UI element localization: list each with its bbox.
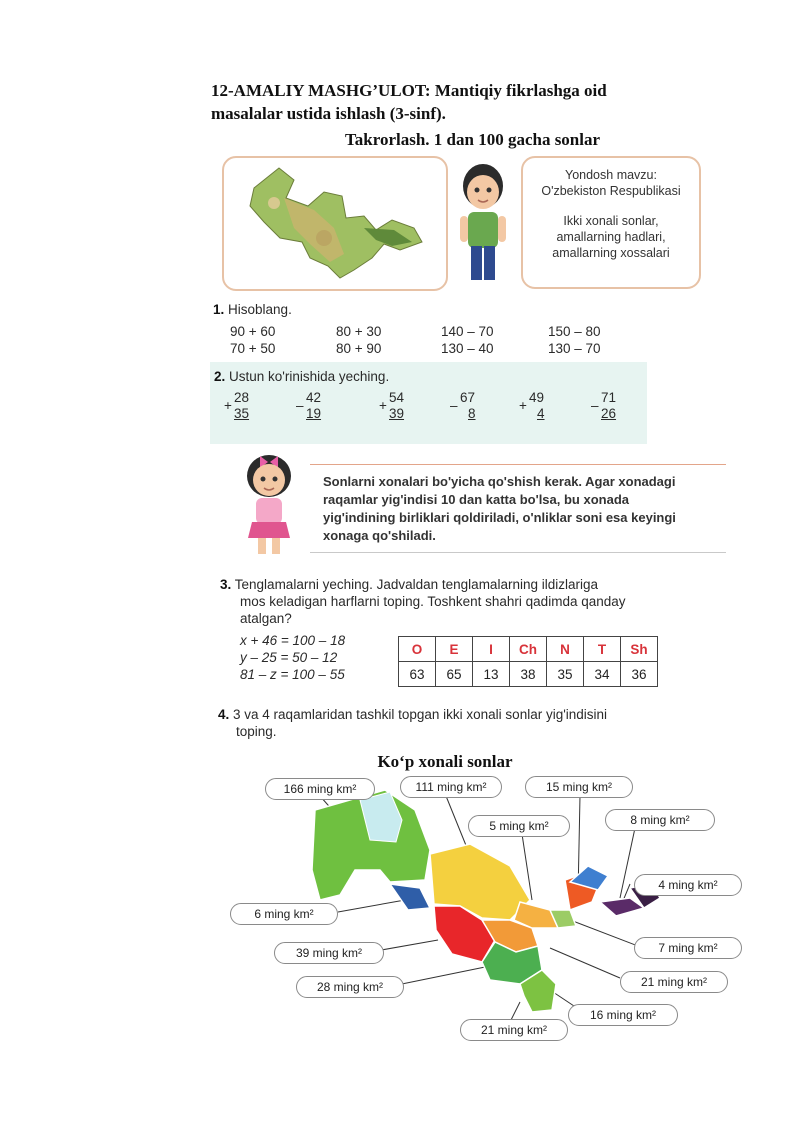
girl-icon	[238, 452, 300, 556]
ex3-line-1: Tenglamalarni yeching. Jadvaldan tenglamalarning ildizlariga	[234, 577, 598, 592]
value-cell: 35	[547, 662, 584, 687]
letter-cell: T	[584, 637, 621, 662]
letter-cell: N	[547, 637, 584, 662]
values-row	[399, 662, 658, 687]
label-5: 5 ming km²	[468, 815, 570, 837]
label-21-bottom: 21 ming km²	[460, 1019, 568, 1041]
exercise-2-title	[214, 369, 389, 384]
ex3-line-3: atalgan?	[240, 611, 292, 626]
exercise-1-title	[213, 302, 292, 317]
column-problem-2	[296, 390, 321, 422]
letter-cell: Sh	[621, 637, 658, 662]
exercise-3-number: 3.	[220, 577, 232, 592]
exercise-4-text	[218, 706, 607, 740]
title-line-2: masalalar ustida ishlash (3-sinf).	[211, 104, 446, 123]
value-cell: 63	[399, 662, 436, 687]
bottom-1: 35	[234, 406, 250, 421]
ex4-line-1: 3 va 4 raqamlaridan tashkil topgan ikki xonali sonlar yig'indisini	[233, 707, 608, 722]
rule-line-3: yig'indining birliklari qoldiriladi, o'nliklar soni esa keyingi	[323, 510, 676, 525]
title-line-1: 12-AMALIY MASHG’ULOT: Mantiqiy fikrlashga oid	[211, 81, 607, 100]
label-8: 8 ming km²	[605, 809, 715, 831]
ex1-r1-c3: 140 – 70	[441, 324, 494, 339]
letter-cell: I	[473, 637, 510, 662]
column-problem-4	[450, 390, 476, 422]
top-1: 28	[234, 390, 250, 405]
exercise-2-number: 2.	[214, 369, 226, 384]
label-166: 166 ming km²	[265, 778, 375, 800]
label-7: 7 ming km²	[634, 937, 742, 959]
ex1-r1-c4: 150 – 80	[548, 324, 601, 339]
bottom-3: 39	[389, 406, 405, 421]
equation-1: x + 46 = 100 – 18	[240, 633, 346, 648]
ex1-r1-c1: 90 + 60	[230, 324, 276, 339]
bottom-2: 19	[306, 406, 322, 421]
label-4: 4 ming km²	[634, 874, 742, 896]
rule-text	[323, 473, 676, 545]
region-fergana	[600, 898, 644, 916]
label-39: 39 ming km²	[274, 942, 384, 964]
ex1-r2-c1: 70 + 50	[230, 341, 276, 356]
ex1-r2-c2: 80 + 90	[336, 341, 382, 356]
top-5: 49	[529, 390, 545, 405]
uzbekistan-relief-map	[222, 156, 448, 291]
value-cell: 36	[621, 662, 658, 687]
topic-line-2: O'zbekiston Respublikasi	[541, 184, 681, 198]
rule-top-line	[310, 464, 726, 465]
rule-bottom-line	[310, 552, 726, 553]
value-cell: 65	[436, 662, 473, 687]
label-16: 16 ming km²	[568, 1004, 678, 1026]
section-title-2: Ko‘p xonali sonlar	[377, 752, 513, 771]
ex3-line-2: mos keladigan harflarni toping. Toshkent shahri qadimda qanday	[240, 594, 626, 609]
column-problem-3	[379, 390, 404, 422]
equations	[240, 632, 345, 683]
boy-icon	[450, 160, 516, 286]
op-5: +	[519, 398, 527, 413]
label-21-right: 21 ming km²	[620, 971, 728, 993]
letter-cell: Ch	[510, 637, 547, 662]
op-4: –	[450, 398, 458, 413]
exercise-3-text	[220, 576, 626, 627]
value-cell: 38	[510, 662, 547, 687]
top-3: 54	[389, 390, 405, 405]
value-cell: 34	[584, 662, 621, 687]
letters-table	[398, 636, 658, 687]
ex1-r2-c3: 130 – 40	[441, 341, 494, 356]
rule-line-2: raqamlar yig'indisi 10 dan katta bo'lsa, bu xonada	[323, 492, 629, 507]
relief-map-icon	[224, 158, 446, 289]
column-problem-6	[591, 390, 616, 422]
bottom-4: 8	[468, 406, 476, 421]
letter-cell: O	[399, 637, 436, 662]
bottom-6: 26	[601, 406, 617, 421]
op-1: +	[224, 398, 232, 413]
op-3: +	[379, 398, 387, 413]
letter-cell: E	[436, 637, 473, 662]
page-title	[211, 79, 681, 125]
op-2: –	[296, 398, 304, 413]
girl-illustration	[238, 452, 300, 556]
topic-line-4: amallarning hadlari,	[556, 230, 666, 244]
letters-row	[399, 637, 658, 662]
boy-illustration	[450, 160, 516, 286]
exercise-1-number: 1.	[213, 302, 225, 317]
region-khorezm	[390, 884, 430, 910]
exercise-1-text: Hisoblang.	[228, 302, 292, 317]
top-4: 67	[460, 390, 476, 405]
column-problem-1	[224, 390, 249, 422]
exercise-4-number: 4.	[218, 707, 230, 722]
label-6: 6 ming km²	[230, 903, 338, 925]
topic-line-5: amallarning xossalari	[552, 246, 670, 260]
op-6: –	[591, 398, 599, 413]
topic-line-3: Ikki xonali sonlar,	[563, 214, 659, 228]
ex4-line-2: toping.	[236, 724, 277, 739]
label-15: 15 ming km²	[525, 776, 633, 798]
exercise-2-text: Ustun ko'rinishida yeching.	[229, 369, 390, 384]
rule-line-1: Sonlarni xonalari bo'yicha qo'shish kerak. Agar xonadagi	[323, 474, 676, 489]
equation-3: 81 – z = 100 – 55	[240, 667, 345, 682]
top-2: 42	[306, 390, 322, 405]
value-cell: 13	[473, 662, 510, 687]
label-111: 111 ming km²	[400, 776, 502, 798]
ex1-r1-c2: 80 + 30	[336, 324, 382, 339]
column-problem-5	[519, 390, 545, 422]
bottom-5: 4	[537, 406, 545, 421]
topic-box	[521, 156, 701, 289]
section-title-1: Takrorlash. 1 dan 100 gacha sonlar	[344, 130, 601, 149]
equation-2: y – 25 = 50 – 12	[240, 650, 338, 665]
label-28: 28 ming km²	[296, 976, 404, 998]
ex1-r2-c4: 130 – 70	[548, 341, 601, 356]
top-6: 71	[601, 390, 617, 405]
topic-line-1: Yondosh mavzu:	[565, 168, 657, 182]
rule-line-4: xonaga qo'shiladi.	[323, 528, 436, 543]
